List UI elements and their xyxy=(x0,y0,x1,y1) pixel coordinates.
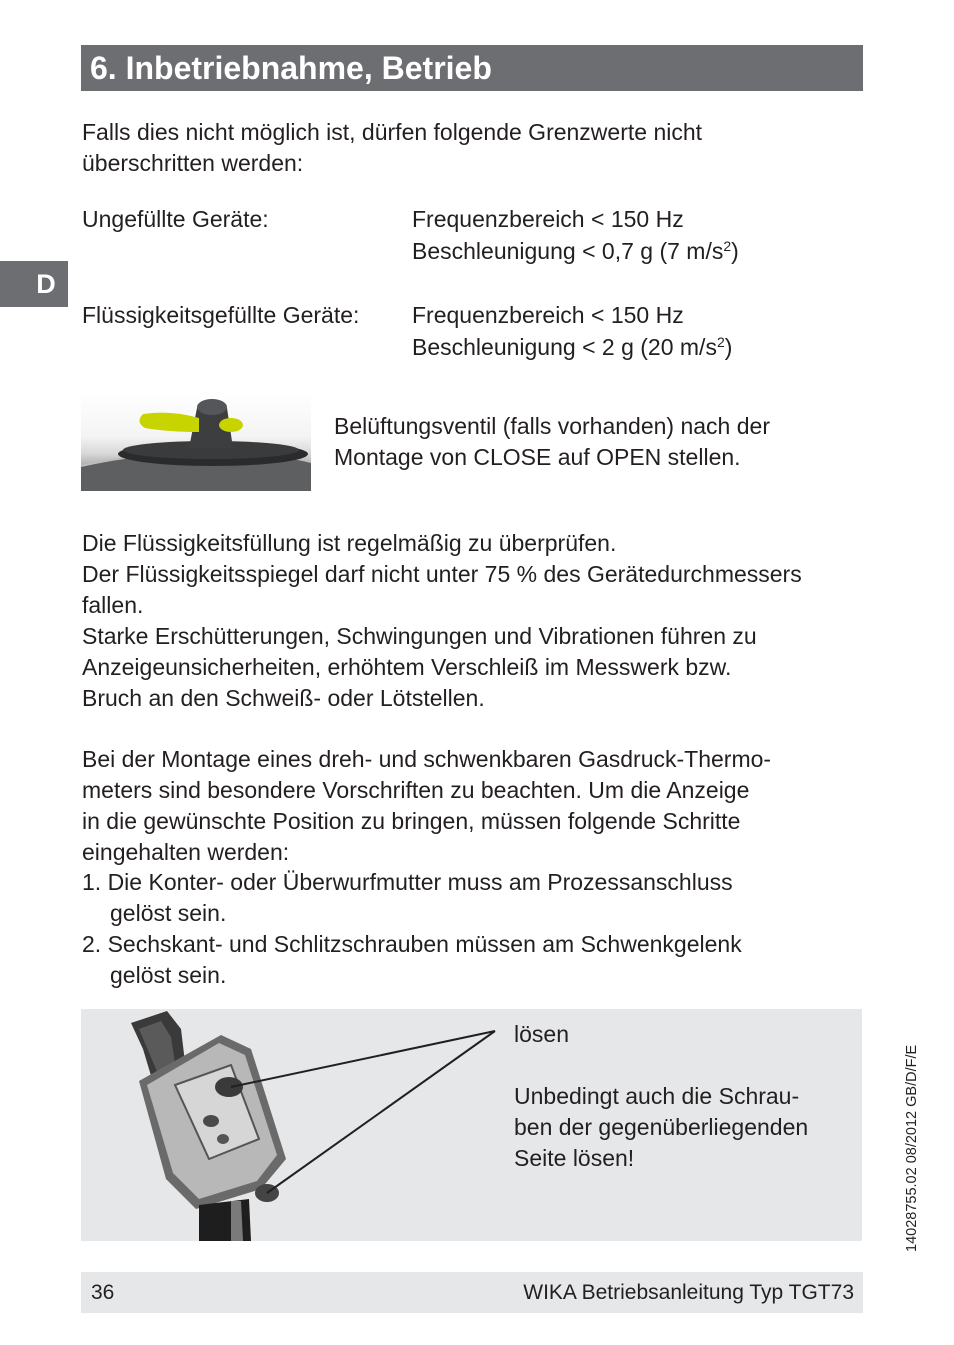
page-number: 36 xyxy=(91,1281,115,1304)
spec-frequency-filled: Frequenzbereich < 150 Hz xyxy=(412,302,684,328)
list-item: 1. Die Konter- oder Überwurfmutter muss am Prozessanschluss gelöst sein. xyxy=(82,869,733,926)
callout-loosen: lösen xyxy=(514,1021,569,1047)
spec-acceleration-unfilled: Beschleunigung < 0,7 g (7 $m/s^2$) xyxy=(412,238,739,264)
paragraph-line: Der Flüssigkeitsspiegel darf nicht unter 75 % des Gerätedurchmessers xyxy=(82,561,802,587)
valve-note-line: Montage von CLOSE auf OPEN stellen. xyxy=(334,444,741,470)
note-line: ben der gegenüberliegenden xyxy=(514,1114,809,1140)
paragraph-line: Die Flüssigkeitsfüllung ist regelmäßig zu überprüfen. xyxy=(82,530,617,556)
intro-line: überschritten werden: xyxy=(82,150,304,176)
note-line: Seite lösen! xyxy=(514,1145,635,1171)
spec-acceleration-filled: Beschleunigung < 2 g (20 $m/s^2$) xyxy=(412,334,733,360)
spec-frequency-unfilled: Frequenzbereich < 150 Hz xyxy=(412,206,684,232)
language-tab: D xyxy=(0,261,68,307)
intro-paragraph xyxy=(82,117,862,179)
document-code: 14028755.02 08/2012 GB/D/F/E xyxy=(904,1044,920,1252)
paragraph-line: meters sind besondere Vorschriften zu beachten. Um die Anzeige xyxy=(82,777,750,803)
valve-note-line: Belüftungsventil (falls vorhanden) nach der xyxy=(334,413,770,439)
paragraph-line: Bei der Montage eines dreh- und schwenkbaren Gasdruck-Thermo- xyxy=(82,746,772,772)
vent-valve-photo xyxy=(81,392,311,491)
section-title: 6. Inbetriebnahme, Betrieb xyxy=(81,45,863,91)
paragraph-line: Starke Erschütterungen, Schwingungen und Vibrationen führen zu xyxy=(82,623,757,649)
page-footer xyxy=(81,1272,863,1313)
intro-line: Falls dies nicht möglich ist, dürfen folgende Grenzwerte nicht xyxy=(82,119,703,145)
spec-label-unfilled: Ungefüllte Geräte: xyxy=(82,206,269,232)
document-title: WIKA Betriebsanleitung Typ TGT73 xyxy=(523,1281,854,1304)
paragraph-line: eingehalten werden: xyxy=(82,839,290,865)
list-item: 2. Sechskant- und Schlitzschrauben müssen am Schwenkgelenk gelöst sein. xyxy=(82,931,742,988)
note-line: Unbedingt auch die Schrau- xyxy=(514,1083,800,1109)
fill-check-paragraph xyxy=(82,528,872,714)
figure-note xyxy=(514,1081,854,1174)
paragraph-line: Anzeigeunsicherheiten, erhöhtem Verschleiß im Messwerk bzw. xyxy=(82,654,732,680)
vent-valve-note xyxy=(334,411,854,473)
paragraph-line: in die gewünschte Position zu bringen, müssen folgende Schritte xyxy=(82,808,741,834)
mounting-paragraph xyxy=(82,744,872,868)
paragraph-line: fallen. xyxy=(82,592,144,618)
spec-label-filled: Flüssigkeitsgefüllte Geräte: xyxy=(82,302,360,328)
paragraph-line: Bruch an den Schweiß- oder Lötstellen. xyxy=(82,685,485,711)
mounting-steps-list xyxy=(82,867,842,991)
